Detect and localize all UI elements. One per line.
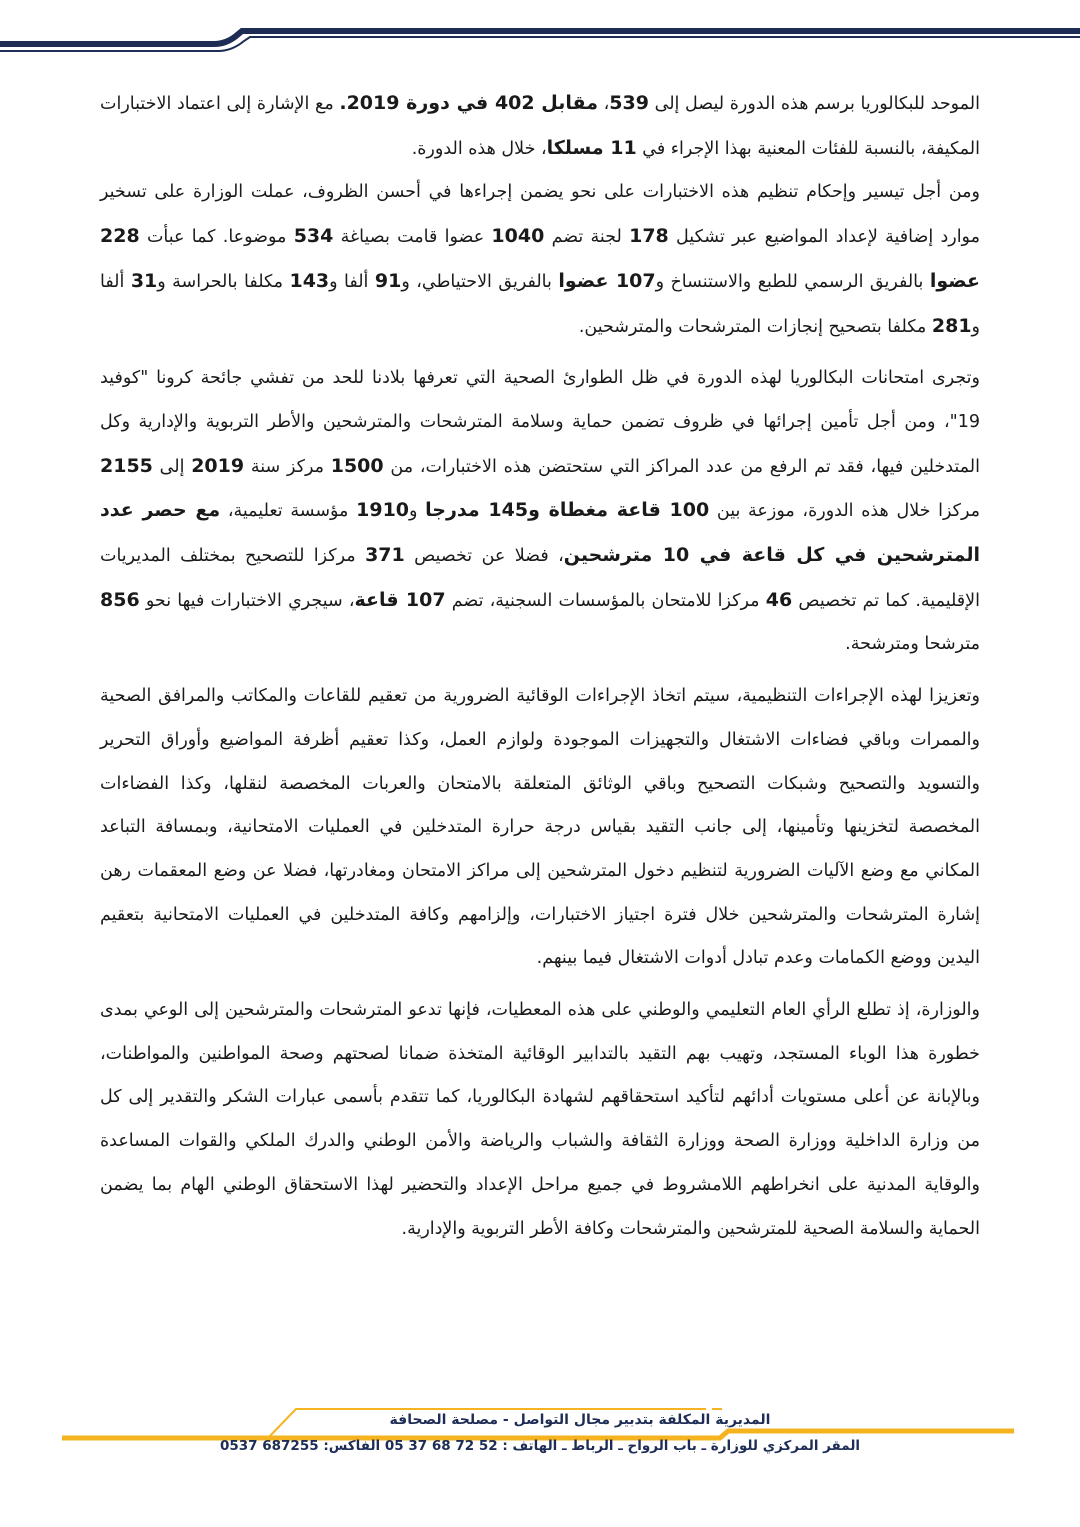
text-run: مكلفا بالحراسة و: [157, 271, 290, 292]
bold-figure: 107 قاعة: [354, 588, 446, 611]
bold-figure: 534: [293, 225, 334, 248]
paragraph: [100, 82, 980, 171]
text-run: وتجرى امتحانات البكالوريا لهذه الدورة في ظل الطوارئ الصحية التي تعرفها بلادنا للحد من تفشي جائحة كرونا "كوفيد 19"، ومن أجل تأمين إجرائها في ظروف تضمن حماية وسلامة المترشحات والمترشحين والأطر التربوية والإدارية وكل المتدخلين فيها، فقد تم الرفع من عدد المراكز التي ستحتضن هذه الاختبارات، من: [100, 368, 980, 477]
bold-figure: 2019: [191, 454, 245, 477]
text-run: مكلفا بتصحيح إنجازات المترشحات والمترشحين.: [578, 316, 932, 337]
bold-figure: مقابل 402 في دورة 2019.: [339, 92, 598, 114]
footer-department: المديرية المكلفة بتدبير مجال التواصل - مصلحة الصحافة: [389, 1412, 771, 1428]
bold-figure: 91: [374, 269, 402, 292]
bold-figure: 856: [100, 588, 140, 611]
bold-figure: 178: [629, 225, 669, 248]
header-decorative-band: [0, 0, 1080, 60]
text-run: الموحد للبكالوريا برسم هذه الدورة ليصل إلى: [648, 94, 980, 114]
text-run: مترشحا ومترشحة.: [845, 634, 980, 655]
paragraph: [100, 675, 980, 981]
bold-figure: 100 قاعة مغطاة و145 مدرجا: [425, 499, 710, 522]
bold-figure: 11 مسلكا: [546, 136, 637, 159]
bold-figure: 31: [130, 269, 158, 292]
paragraph: [100, 171, 980, 349]
text-run: ، فضلا عن تخصيص: [404, 546, 564, 567]
bold-figure: 228 عضوا: [100, 225, 980, 292]
text-run: ،: [597, 94, 610, 114]
text-run: مؤسسة تعليمية،: [220, 501, 357, 522]
text-run: ، خلال هذه الدورة.: [411, 138, 547, 159]
text-run: بالفريق الاحتياطي، و: [401, 271, 559, 292]
text-run: و: [409, 501, 426, 522]
bold-figure: 46: [765, 588, 793, 611]
text-run: إلى: [152, 456, 192, 477]
text-run: موضوعا. كما عبأت: [139, 227, 294, 248]
bold-figure: 2155: [100, 454, 153, 477]
footer-contact: المقر المركزي للوزارة ـ باب الرواح ـ الرباط ـ الهاتف : 52 72 68 37 05 الفاكس: 687255 0537: [219, 1438, 861, 1454]
bold-figure: 1040: [491, 225, 545, 248]
text-run: مع الإشارة إلى اعتماد الاختبارات المكيفة، بالنسبة للفئات المعنية بهذا الإجراء في: [100, 94, 980, 159]
bold-figure: 107 عضوا: [558, 269, 656, 292]
text-run: مركزا للامتحان بالمؤسسات السجنية، تضم: [445, 590, 766, 611]
page-footer: [180, 1412, 900, 1454]
text-run: والوزارة، إذ تطلع الرأي العام التعليمي والوطني على هذه المعطيات، فإنها تدعو المترشحات والمترشحين إلى الوعي بمدى خطورة هذا الوباء المستجد، وتهيب بهم التقيد بالتدابير الوقائية المتخذة ضمانا لصحتهم وصحة المواطنين والمواطنات، وبالإبانة عن أعلى مستويات أدائهم لتأكيد استحقاقهم لشهادة البكالوريا، كما تتقدم بأسمى عبارات الشكر والتقدير إلى كل من وزارة الداخلية ووزارة الصحة ووزارة الثقافة والشباب والرياضة والأمن الوطني والدرك الملكي والقوات المساعدة والوقاية المدنية على انخراطهم اللامشروط في جميع مراحل الإعداد والتحضير لهذا الاستحقاق الوطني الهام بما يضمن الحماية والسلامة الصحية للمترشحين والمترشحات وكافة الأطر التربوية والإدارية.: [100, 1000, 980, 1239]
bold-figure: 371: [365, 544, 405, 567]
text-run: مركز سنة: [244, 456, 331, 477]
text-run: لجنة تضم: [544, 227, 630, 248]
bold-figure: 281: [931, 314, 972, 337]
text-run: ، سيجري الاختبارات فيها نحو: [139, 590, 355, 611]
text-run: ألفا و: [329, 271, 375, 292]
bold-figure: 1500: [330, 454, 384, 477]
text-run: ألفا و: [100, 271, 980, 337]
text-run: مركزا خلال هذه الدورة، موزعة بين: [709, 501, 981, 522]
paragraph: [100, 989, 980, 1251]
text-run: بالفريق الرسمي للطبع والاستنساخ و: [655, 271, 930, 292]
paragraph: [100, 357, 980, 667]
text-run: ومن أجل تيسير وإحكام تنظيم هذه الاختبارات على نحو يضمن إجراءها في أحسن الظروف، عملت الوزارة على تسخير موارد إضافية لإعداد المواضيع عبر تشكيل: [100, 182, 980, 248]
bold-figure: 1910: [356, 499, 410, 522]
bold-figure: 143: [289, 269, 330, 292]
bold-figure: مع حصر عدد المترشحين في كل قاعة في 10 مترشحين: [100, 499, 980, 567]
text-run: مركزا للتصحيح بمختلف المديريات الإقليمية. كما تم تخصيص: [100, 546, 980, 611]
bold-figure: 539: [609, 92, 649, 114]
text-run: وتعزيزا لهذه الإجراءات التنظيمية، سيتم اتخاذ الإجراءات الوقائية الضرورية من تعقيم للقاعات والمكاتب والمرافق الصحية والممرات وباقي فضاءات الاشتغال والتجهيزات الموجودة ولوازم العمل، وكذا تعقيم أظرفة المواضيع وأوراق التحرير والتسويد والتصحيح وشبكات التصحيح وباقي الوثائق المتعلقة بالامتحان والعربات المخصصة لنقلها، وكذا الفضاءات المخصصة لتخزينها وتأمينها، إلى جانب التقيد بقياس درجة حرارة المتدخلين في العمليات الامتحانية، وبمسافة التباعد المكاني مع وضع الآليات الضرورية لتنظيم دخول المترشحين إلى مراكز الامتحان ومغادرتها، فضلا عن وضع المعقمات رهن إشارة المترشحات والمترشحين خلال فترة اجتياز الاختبارات، وإلزامهم وكافة المتدخلين في العمليات الامتحانية بتعقيم اليدين ووضع الكمامات وعدم تبادل أدوات الاشتغال فيما بينهم.: [100, 686, 980, 969]
text-run: عضوا قامت بصياغة: [333, 227, 492, 248]
press-release-body: [100, 82, 980, 1251]
